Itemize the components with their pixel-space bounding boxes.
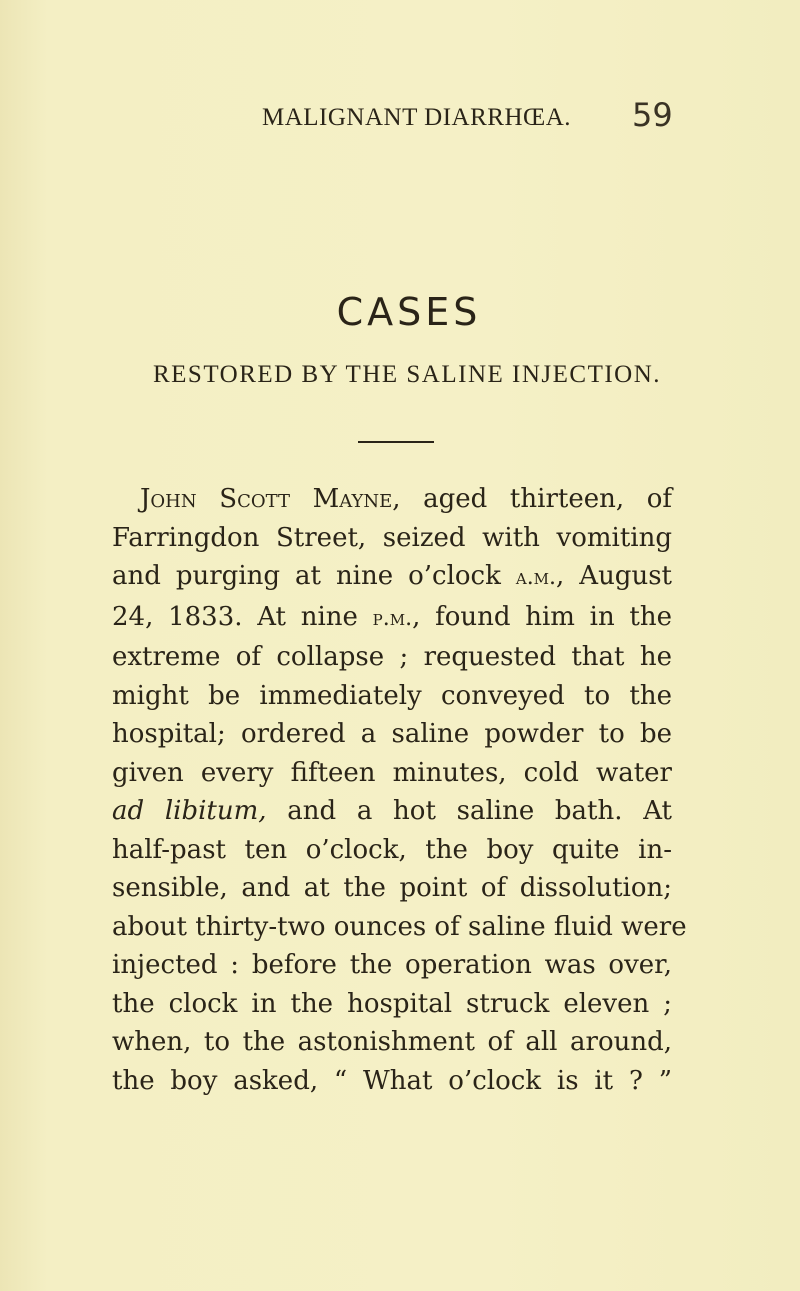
line-text: , found him in the (412, 601, 673, 632)
line-text: , August (556, 561, 672, 591)
line-text: and a hot saline bath. At (266, 796, 672, 826)
paragraph-line: extreme of collapse ; requested that he (112, 642, 672, 672)
paragraph-line: given every fifteen minutes, cold water (112, 757, 672, 788)
patient-name-middle: Scott (219, 484, 290, 514)
paragraph-line: hospital; ordered a saline powder to be (112, 719, 672, 749)
section-divider-rule (358, 441, 434, 443)
paragraph-line (112, 480, 672, 519)
paragraph-line: sensible, and at the point of dissolution; (112, 873, 672, 903)
patient-name-last: Mayne (312, 484, 393, 514)
paragraph-line: about thirty-two ounces of saline fluid were (112, 911, 687, 942)
case-paragraph (112, 480, 687, 1100)
line-text: and purging at nine o’clock (112, 561, 501, 591)
latin-phrase: ad libitum, (112, 796, 267, 826)
paragraph-line: injected : before the operation was over, (112, 950, 672, 980)
patient-name-first: John (140, 484, 197, 514)
paragraph-line: half-past ten o’clock, the boy quite in- (112, 834, 672, 865)
running-head-title: MALIGNANT DIARRHŒA. (262, 104, 572, 131)
paragraph-line: the boy asked, “ What o’clock is it ? ” (112, 1065, 672, 1096)
section-subtitle: RESTORED BY THE SALINE INJECTION. (152, 361, 662, 388)
line-text: 24, 1833. At nine (112, 601, 358, 632)
page-number: 59 (632, 96, 673, 134)
section-title: CASES (336, 290, 482, 334)
paragraph-line: Farringdon Street, seized with vomiting (112, 522, 672, 553)
paragraph-line (112, 598, 672, 639)
paragraph-line: the clock in the hospital struck eleven ; (112, 988, 672, 1019)
line-text: , aged thirteen, of (392, 484, 672, 514)
time-abbreviation: a.m. (515, 565, 557, 590)
paragraph-line (112, 792, 672, 831)
paragraph-line: when, to the astonishment of all around, (112, 1027, 672, 1057)
time-abbreviation: p.m. (372, 605, 413, 631)
paragraph-line: might be immediately conveyed to the (112, 680, 672, 711)
paragraph-line (112, 557, 672, 598)
